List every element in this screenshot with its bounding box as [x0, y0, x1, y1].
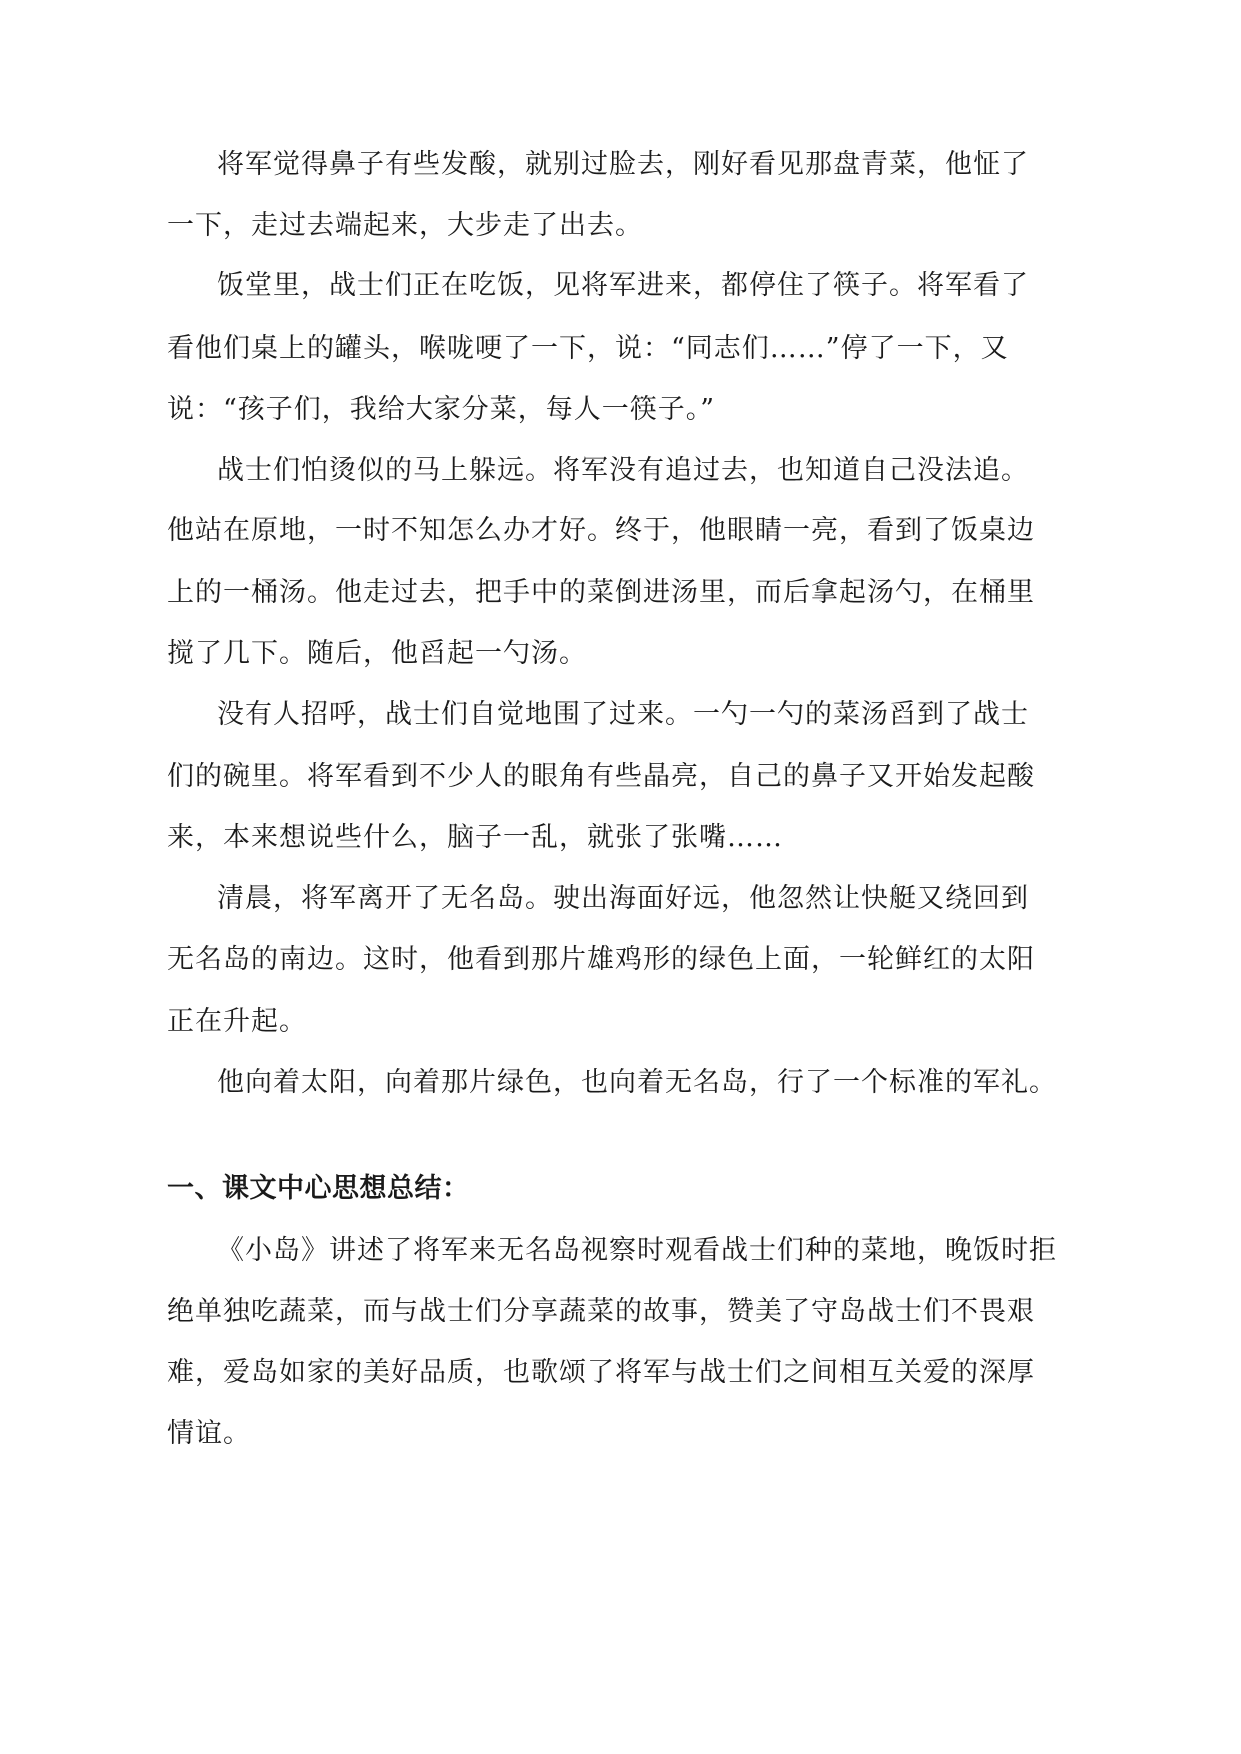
- story-line: 上的一桶汤。他走过去，把手中的菜倒进汤里，而后拿起汤勺，在桶里: [167, 577, 1035, 608]
- story-line: 无名岛的南边。这时，他看到那片雄鸡形的绿色上面，一轮鲜红的太阳: [167, 944, 1035, 975]
- story-line: 正在升起。: [167, 1006, 307, 1037]
- story-line: 搅了几下。随后，他舀起一勺汤。: [167, 638, 587, 669]
- story-line: 清晨，将军离开了无名岛。驶出海面好远，他忽然让快艇又绕回到: [217, 883, 1029, 914]
- story-line: 来，本来想说些什么，脑子一乱，就张了张嘴……: [167, 822, 783, 853]
- summary-line: 情谊。: [167, 1418, 251, 1449]
- story-line: 没有人招呼，战士们自觉地围了过来。一勺一勺的菜汤舀到了战士: [217, 699, 1029, 730]
- story-line: 说：“孩子们，我给大家分菜，每人一筷子。”: [167, 394, 716, 425]
- story-line: 饭堂里，战士们正在吃饭，见将军进来，都停住了筷子。将军看了: [217, 270, 1029, 301]
- story-line: 看他们桌上的罐头，喉咙哽了一下，说：“同志们……”停了一下，又: [167, 333, 1009, 364]
- story-line: 他站在原地，一时不知怎么办才好。终于，他眼睛一亮，看到了饭桌边: [167, 515, 1035, 546]
- story-line: 一下，走过去端起来，大步走了出去。: [167, 210, 643, 241]
- summary-line: 绝单独吃蔬菜，而与战士们分享蔬菜的故事，赞美了守岛战士们不畏艰: [167, 1296, 1035, 1327]
- story-line: 战士们怕烫似的马上躲远。将军没有追过去，也知道自己没法追。: [217, 455, 1029, 486]
- summary-line: 难，爱岛如家的美好品质，也歌颂了将军与战士们之间相互关爱的深厚: [167, 1357, 1035, 1388]
- section-heading: 一、课文中心思想总结：: [167, 1173, 470, 1204]
- story-line: 他向着太阳，向着那片绿色，也向着无名岛，行了一个标准的军礼。: [217, 1067, 1057, 1098]
- summary-line: 《小岛》讲述了将军来无名岛视察时观看战士们种的菜地，晚饭时拒: [217, 1235, 1057, 1266]
- story-line: 将军觉得鼻子有些发酸，就别过脸去，刚好看见那盘青菜，他怔了: [217, 149, 1029, 180]
- story-line: 们的碗里。将军看到不少人的眼角有些晶亮，自己的鼻子又开始发起酸: [167, 761, 1035, 792]
